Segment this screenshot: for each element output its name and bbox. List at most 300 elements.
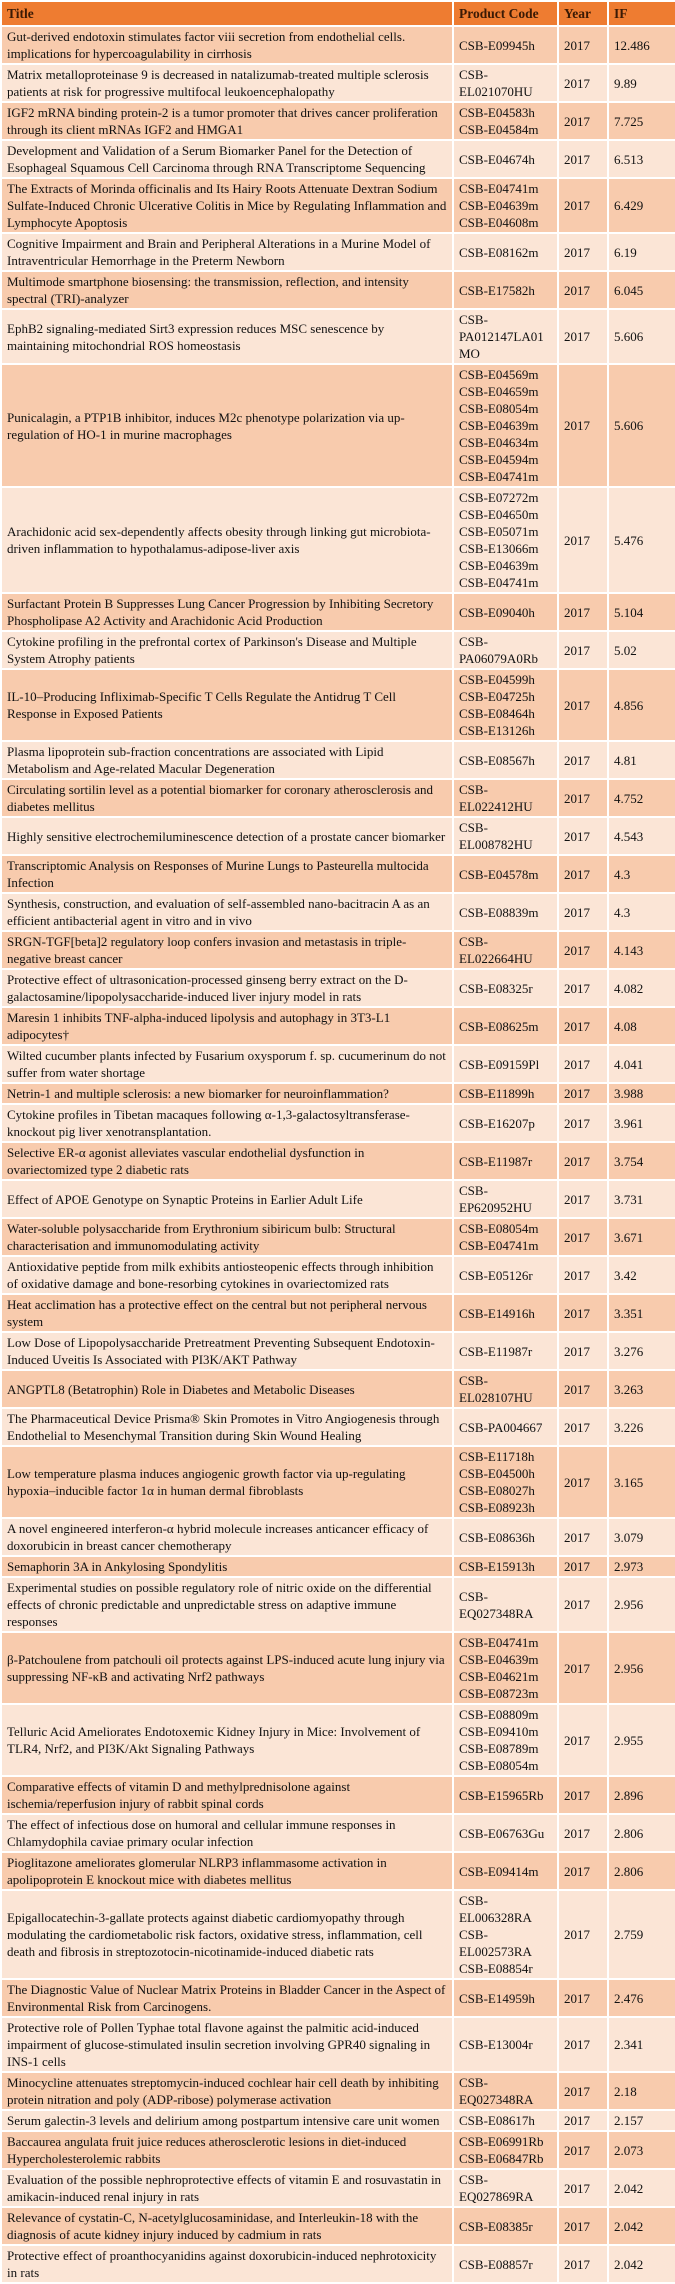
if-cell: 4.3 [608,855,675,893]
product-code: CSB-E06763Gu [459,1825,545,1841]
table-row [1,271,675,309]
year-cell: 2017 [558,1218,608,1256]
product-code: CSB-E14916h [459,1305,535,1321]
year-cell: 2017 [558,1332,608,1370]
product-code: CSB-E08923h [459,1500,535,1515]
if-cell: 3.079 [608,1518,675,1556]
product-code: CSB-E11899h [459,1086,535,1101]
product-code: CSB-E04599h [459,672,535,687]
product-codes-cell [453,1007,558,1045]
product-code: CSB-E09410m [459,1724,539,1739]
product-code: CSB-E08054m [459,401,539,416]
product-code: CSB-EL008782HU [459,820,533,852]
table-row [1,1446,675,1518]
product-code: CSB-E04741m [459,1635,539,1650]
table-row [1,1180,675,1218]
table-header [1,1,675,26]
table-row [1,855,675,893]
year-cell: 2017 [558,1142,608,1180]
table-row [1,631,675,669]
product-code: CSB-E04621m [459,1669,539,1684]
if-cell: 2.341 [608,2017,675,2072]
title-cell: The effect of infectious dose on humoral and cellular immune responses in Chlamydophila caviae primary ocular infection [1,1814,453,1852]
title-cell: Experimental studies on possible regulatory role of nitric oxide on the differential effects of chronic predictable and unpredictable stress on adaptive immune responses [1,1577,453,1632]
product-code: CSB-EL021070HU [459,67,533,99]
product-code: CSB-E04608m [459,215,539,230]
product-codes-cell [453,631,558,669]
if-cell: 3.754 [608,1142,675,1180]
if-cell: 4.856 [608,669,675,741]
year-cell: 2017 [558,1256,608,1294]
title-cell: The Pharmaceutical Device Prisma® Skin Promotes in Vitro Angiogenesis through Endothelial to Mesenchymal Transition during Skin Wound Healing [1,1408,453,1446]
product-codes-cell [453,741,558,779]
title-cell: Cytokine profiling in the prefrontal cortex of Parkinson's Disease and Multiple System Atrophy patients [1,631,453,669]
if-cell: 6.045 [608,271,675,309]
product-codes-cell [453,102,558,140]
table-row [1,140,675,178]
year-cell: 2017 [558,487,608,593]
year-cell: 2017 [558,2131,608,2169]
year-cell: 2017 [558,140,608,178]
if-cell: 5.104 [608,593,675,631]
product-codes-cell [453,931,558,969]
product-code: CSB-E05126r [459,1267,533,1283]
product-code: CSB-E08617h [459,2113,535,2128]
if-cell: 4.082 [608,969,675,1007]
table-row [1,1256,675,1294]
product-code: CSB-E09945h [459,37,535,53]
product-code: CSB-E08857r [459,2256,533,2272]
column-header-product-code: Product Code [453,1,558,26]
if-cell: 3.351 [608,1294,675,1332]
product-codes-cell [453,1045,558,1083]
year-cell: 2017 [558,1408,608,1446]
product-codes-cell [453,26,558,64]
product-codes-cell [453,1408,558,1446]
title-cell: Cognitive Impairment and Brain and Peripheral Alterations in a Murine Model of Intraventricular Hemorrhage in the Preterm Newborn [1,233,453,271]
if-cell: 3.988 [608,1083,675,1104]
title-cell: Development and Validation of a Serum Biomarker Panel for the Detection of Esophageal Squamous Cell Carcinoma through RNA Transcriptome Sequencing [1,140,453,178]
title-cell: Multimode smartphone biosensing: the transmission, reflection, and intensity spectral (TRI)-analyzer [1,271,453,309]
title-cell: Epigallocatechin-3-gallate protects against diabetic cardiomyopathy through modulating the cardiometabolic risk factors, oxidative stress, inflammation, cell death and fibrosis in streptozotocin-nicotinamide-induced diabetic rats [1,1890,453,1979]
year-cell: 2017 [558,2245,608,2283]
table-row [1,893,675,931]
if-cell: 2.806 [608,1814,675,1852]
product-code: CSB-E09159Pl [459,1056,540,1072]
if-cell: 12.486 [608,26,675,64]
title-cell: Selective ER-α agonist alleviates vascular endothelial dysfunction in ovariectomized type 2 diabetic rats [1,1142,453,1180]
year-cell: 2017 [558,1776,608,1814]
title-cell: Comparative effects of vitamin D and methylprednisolone against ischemia/reperfusion injury of rabbit spinal cords [1,1776,453,1814]
table-row [1,2131,675,2169]
if-cell: 4.81 [608,741,675,779]
title-cell: Protective role of Pollen Typhae total flavone against the palmitic acid-induced impairment of glucose-stimulated insulin secretion involving GPR40 signaling in INS-1 cells [1,2017,453,2072]
product-codes-cell [453,1518,558,1556]
title-cell: Low temperature plasma induces angiogenic growth factor via up-regulating hypoxia–inducible factor 1α in human dermal fibroblasts [1,1446,453,1518]
table-row [1,593,675,631]
table-row [1,2245,675,2283]
title-cell: Wilted cucumber plants infected by Fusarium oxysporum f. sp. cucumerinum do not suffer from water shortage [1,1045,453,1083]
product-code: CSB-E13004r [459,2037,533,2052]
if-cell: 5.476 [608,487,675,593]
product-code: CSB-E04594m [459,452,539,467]
product-codes-cell [453,2110,558,2131]
year-cell: 2017 [558,593,608,631]
if-cell: 4.041 [608,1045,675,1083]
table-row [1,779,675,817]
product-code: CSB-EL002573RA [459,1927,532,1959]
table-row [1,178,675,233]
product-code: CSB-E08809m [459,1707,539,1722]
table-row [1,1332,675,1370]
if-cell: 4.752 [608,779,675,817]
product-code: CSB-E08789m [459,1741,539,1756]
product-codes-cell [453,1370,558,1408]
product-codes-cell [453,364,558,487]
product-codes-cell [453,2245,558,2283]
table-row [1,1852,675,1890]
product-code: CSB-E06847Rb [459,2151,544,2166]
product-code: CSB-E09040h [459,604,535,620]
table-row [1,1294,675,1332]
if-cell: 6.429 [608,178,675,233]
year-cell: 2017 [558,1370,608,1408]
product-codes-cell [453,1776,558,1814]
table-row [1,364,675,487]
table-row [1,741,675,779]
product-code: CSB-E08464h [459,706,535,721]
product-codes-cell [453,1890,558,1979]
product-code: CSB-EP620952HU [459,1183,532,1215]
if-cell: 4.143 [608,931,675,969]
if-cell: 2.042 [608,2245,675,2283]
product-code: CSB-E08723m [459,1686,539,1701]
table-row [1,1776,675,1814]
title-cell: Serum galectin-3 levels and delirium among postpartum intensive care unit women [1,2110,453,2131]
product-codes-cell [453,233,558,271]
year-cell: 2017 [558,2207,608,2245]
year-cell: 2017 [558,1852,608,1890]
product-codes-cell [453,64,558,102]
product-code: CSB-E04569m [459,367,539,382]
product-codes-cell [453,1814,558,1852]
if-cell: 3.263 [608,1370,675,1408]
table-row [1,1218,675,1256]
title-cell: Low Dose of Lipopolysaccharide Pretreatment Preventing Subsequent Endotoxin-Induced Uveitis Is Associated with PI3K/AKT Pathway [1,1332,453,1370]
product-code: CSB-E04741m [459,575,539,590]
product-codes-cell [453,271,558,309]
table-row [1,1104,675,1142]
if-cell: 2.956 [608,1577,675,1632]
product-codes-cell [453,140,558,178]
table-row [1,309,675,364]
if-cell: 4.3 [608,893,675,931]
title-cell: Plasma lipoprotein sub-fraction concentrations are associated with Lipid Metabolism and Age-related Macular Degeneration [1,741,453,779]
year-cell: 2017 [558,2017,608,2072]
if-cell: 4.543 [608,817,675,855]
table-row [1,1370,675,1408]
title-cell: Netrin-1 and multiple sclerosis: a new biomarker for neuroinflammation? [1,1083,453,1104]
title-cell: A novel engineered interferon-α hybrid molecule increases anticancer efficacy of doxorubicin in breast cancer chemotherapy [1,1518,453,1556]
product-code: CSB-E13126h [459,723,535,738]
product-codes-cell [453,1979,558,2017]
product-code: CSB-E17582h [459,282,535,298]
product-codes-cell [453,1332,558,1370]
title-cell: Protective effect of proanthocyanidins against doxorubicin-induced nephrotoxicity in rats [1,2245,453,2283]
product-code: CSB-E15913h [459,1559,535,1574]
year-cell: 2017 [558,1632,608,1704]
header-row [1,1,675,26]
year-cell: 2017 [558,178,608,233]
title-cell: Protective effect of ultrasonication-processed ginseng berry extract on the D-galactosamine/lipopolysaccharide-induced liver injury model in rats [1,969,453,1007]
table-row [1,2110,675,2131]
title-cell: IGF2 mRNA binding protein-2 is a tumor promoter that drives cancer proliferation through its client mRNAs IGF2 and HMGA1 [1,102,453,140]
title-cell: Surfactant Protein B Suppresses Lung Cancer Progression by Inhibiting Secretory Phospholipase A2 Activity and Arachidonic Acid Production [1,593,453,631]
product-code: CSB-PA012147LA01MO [459,312,544,361]
title-cell: Telluric Acid Ameliorates Endotoxemic Kidney Injury in Mice: Involvement of TLR4, Nrf2, and PI3K/Akt Signaling Pathways [1,1704,453,1776]
product-codes-cell [453,1083,558,1104]
title-cell: Semaphorin 3A in Ankylosing Spondylitis [1,1556,453,1577]
product-code: CSB-E04741m [459,469,539,484]
product-codes-cell [453,2207,558,2245]
if-cell: 9.89 [608,64,675,102]
year-cell: 2017 [558,631,608,669]
year-cell: 2017 [558,233,608,271]
product-code: CSB-E08567h [459,752,535,768]
column-header-year: Year [558,1,608,26]
title-cell: The Extracts of Morinda officinalis and Its Hairy Roots Attenuate Dextran Sodium Sulfate-Induced Chronic Ulcerative Colitis in Mice by Regulating Inflammation and Lymphocyte Apoptosis [1,178,453,233]
table-row [1,233,675,271]
title-cell: Synthesis, construction, and evaluation of self-assembled nano-bacitracin A as an efficient antibacterial agent in vitro and in vivo [1,893,453,931]
product-codes-cell [453,2017,558,2072]
product-code: CSB-PA004667 [459,1419,543,1435]
column-header-if: IF [608,1,675,26]
year-cell: 2017 [558,1446,608,1518]
product-codes-cell [453,178,558,233]
table-row [1,1007,675,1045]
table-row [1,2169,675,2207]
product-codes-cell [453,969,558,1007]
if-cell: 2.806 [608,1852,675,1890]
product-codes-cell [453,1256,558,1294]
year-cell: 2017 [558,1814,608,1852]
product-code: CSB-E04578m [459,866,539,882]
title-cell: Transcriptomic Analysis on Responses of Murine Lungs to Pasteurella multocida Infection [1,855,453,893]
table-row [1,2072,675,2110]
product-code: CSB-E15965Rb [459,1787,544,1803]
product-code: CSB-E08625m [459,1018,539,1034]
product-codes-cell [453,669,558,741]
table-row [1,817,675,855]
if-cell: 2.073 [608,2131,675,2169]
product-code: CSB-E08854r [459,1961,533,1976]
product-codes-cell [453,1294,558,1332]
year-cell: 2017 [558,1518,608,1556]
product-code: CSB-E16207p [459,1115,535,1131]
product-code: CSB-EL022412HU [459,782,533,814]
year-cell: 2017 [558,669,608,741]
product-code: CSB-E04659m [459,384,539,399]
product-code: CSB-E04725h [459,689,535,704]
year-cell: 2017 [558,817,608,855]
title-cell: Arachidonic acid sex-dependently affects obesity through linking gut microbiota-driven inflammation to hypothalamus-adipose-liver axis [1,487,453,593]
title-cell: EphB2 signaling-mediated Sirt3 expression reduces MSC senescence by maintaining mitochondrial ROS homeostasis [1,309,453,364]
title-cell: Minocycline attenuates streptomycin-induced cochlear hair cell death by inhibiting protein nitration and poly (ADP-ribose) polymerase activation [1,2072,453,2110]
product-codes-cell [453,1218,558,1256]
if-cell: 2.955 [608,1704,675,1776]
title-cell: Evaluation of the possible nephroprotective effects of vitamin E and rosuvastatin in amikacin-induced renal injury in rats [1,2169,453,2207]
product-code: CSB-E05071m [459,524,539,539]
title-cell: Baccaurea angulata fruit juice reduces atherosclerotic lesions in diet-induced Hypercholesterolemic rabbits [1,2131,453,2169]
if-cell: 2.896 [608,1776,675,1814]
product-code: CSB-E04634m [459,435,539,450]
if-cell: 6.19 [608,233,675,271]
if-cell: 2.476 [608,1979,675,2017]
if-cell: 2.956 [608,1632,675,1704]
if-cell: 6.513 [608,140,675,178]
product-code: CSB-E08385r [459,2218,533,2234]
year-cell: 2017 [558,1180,608,1218]
product-code: CSB-E08054m [459,1758,539,1773]
product-codes-cell [453,1852,558,1890]
product-code: CSB-E14959h [459,1990,535,2006]
product-codes-cell [453,1577,558,1632]
if-cell: 3.165 [608,1446,675,1518]
table-row [1,1408,675,1446]
product-codes-cell [453,487,558,593]
product-code: CSB-EQ027869RA [459,2172,534,2204]
product-code: CSB-E04639m [459,198,539,213]
table-row [1,64,675,102]
table-row [1,1632,675,1704]
if-cell: 2.973 [608,1556,675,1577]
title-cell: Antioxidative peptide from milk exhibits antiosteopenic effects through inhibition of oxidative damage and bone-resorbing cytokines in ovariectomized rats [1,1256,453,1294]
product-codes-cell [453,1142,558,1180]
year-cell: 2017 [558,1890,608,1979]
title-cell: Heat acclimation has a protective effect on the central but not peripheral nervous system [1,1294,453,1332]
year-cell: 2017 [558,741,608,779]
year-cell: 2017 [558,2169,608,2207]
product-code: CSB-E07272m [459,490,539,505]
if-cell: 4.08 [608,1007,675,1045]
table-row [1,26,675,64]
product-codes-cell [453,1180,558,1218]
product-code: CSB-E04650m [459,507,539,522]
if-cell: 3.42 [608,1256,675,1294]
year-cell: 2017 [558,1083,608,1104]
product-codes-cell [453,309,558,364]
title-cell: Maresin 1 inhibits TNF-alpha-induced lipolysis and autophagy in 3T3-L1 adipocytes† [1,1007,453,1045]
table-row [1,487,675,593]
if-cell: 7.725 [608,102,675,140]
title-cell: IL-10–Producing Infliximab-Specific T Cells Regulate the Antidrug T Cell Response in Exposed Patients [1,669,453,741]
table-row [1,1890,675,1979]
if-cell: 2.18 [608,2072,675,2110]
column-header-title: Title [1,1,453,26]
product-code: CSB-E06991Rb [459,2134,544,2149]
product-code: CSB-E04741m [459,1238,539,1253]
product-code: CSB-E04741m [459,181,539,196]
title-cell: ANGPTL8 (Betatrophin) Role in Diabetes and Metabolic Diseases [1,1370,453,1408]
year-cell: 2017 [558,2110,608,2131]
title-cell: Highly sensitive electrochemiluminescence detection of a prostate cancer biomarker [1,817,453,855]
title-cell: Water-soluble polysaccharide from Erythronium sibiricum bulb: Structural characterisation and immunomodulating activity [1,1218,453,1256]
year-cell: 2017 [558,1104,608,1142]
product-codes-cell [453,1556,558,1577]
if-cell: 2.759 [608,1890,675,1979]
product-code: CSB-EL022664HU [459,934,533,966]
if-cell: 3.731 [608,1180,675,1218]
product-code: CSB-E13066m [459,541,539,556]
product-codes-cell [453,1104,558,1142]
product-code: CSB-E04639m [459,418,539,433]
title-cell: Relevance of cystatin-C, N-acetylglucosaminidase, and Interleukin-18 with the diagnosis of acute kidney injury induced by cadmium in rats [1,2207,453,2245]
product-code: CSB-E08027h [459,1483,535,1498]
product-codes-cell [453,1446,558,1518]
product-code: CSB-E04584m [459,122,539,137]
if-cell: 2.157 [608,2110,675,2131]
year-cell: 2017 [558,2072,608,2110]
product-codes-cell [453,779,558,817]
table-row [1,1556,675,1577]
product-codes-cell [453,855,558,893]
title-cell: Punicalagin, a PTP1B inhibitor, induces M2c phenotype polarization via up-regulation of HO-1 in murine macrophages [1,364,453,487]
year-cell: 2017 [558,271,608,309]
year-cell: 2017 [558,1045,608,1083]
table-row [1,2017,675,2072]
year-cell: 2017 [558,931,608,969]
table-row [1,931,675,969]
year-cell: 2017 [558,893,608,931]
title-cell: β-Patchoulene from patchouli oil protects against LPS-induced acute lung injury via suppressing NF-κB and activating Nrf2 pathways [1,1632,453,1704]
product-code: CSB-E04639m [459,558,539,573]
product-code: CSB-E04674h [459,151,535,167]
title-cell: Cytokine profiles in Tibetan macaques following α-1,3-galactosyltransferase-knockout pig liver xenotransplantation. [1,1104,453,1142]
product-code: CSB-E11987r [459,1343,533,1359]
product-code: CSB-EQ027348RA [459,2075,534,2107]
product-code: CSB-E08839m [459,904,539,920]
year-cell: 2017 [558,779,608,817]
title-cell: The Diagnostic Value of Nuclear Matrix Proteins in Bladder Cancer in the Aspect of Environmental Risk from Carcinogens. [1,1979,453,2017]
product-code: CSB-E04639m [459,1652,539,1667]
if-cell: 2.042 [608,2169,675,2207]
table-row [1,1704,675,1776]
title-cell: Matrix metalloproteinase 9 is decreased in natalizumab-treated multiple sclerosis patients at risk for progressive multifocal leukoencephalopathy [1,64,453,102]
title-cell: Effect of APOE Genotype on Synaptic Proteins in Earlier Adult Life [1,1180,453,1218]
year-cell: 2017 [558,1007,608,1045]
table-row [1,1814,675,1852]
product-codes-cell [453,2072,558,2110]
table-row [1,969,675,1007]
product-code: CSB-PA06079A0Rb [459,634,538,666]
table-body [1,26,675,2283]
product-code: CSB-EQ027348RA [459,1588,534,1621]
table-row [1,1083,675,1104]
year-cell: 2017 [558,969,608,1007]
if-cell: 3.671 [608,1218,675,1256]
title-cell: Gut-derived endotoxin stimulates factor viii secretion from endothelial cells. implications for hypercoagulability in cirrhosis [1,26,453,64]
product-code: CSB-E08636h [459,1529,535,1545]
product-codes-cell [453,2169,558,2207]
if-cell: 3.961 [608,1104,675,1142]
product-codes-cell [453,1632,558,1704]
year-cell: 2017 [558,1979,608,2017]
table-row [1,1518,675,1556]
year-cell: 2017 [558,1556,608,1577]
table-row [1,669,675,741]
year-cell: 2017 [558,364,608,487]
product-code: CSB-E11718h [459,1449,535,1464]
